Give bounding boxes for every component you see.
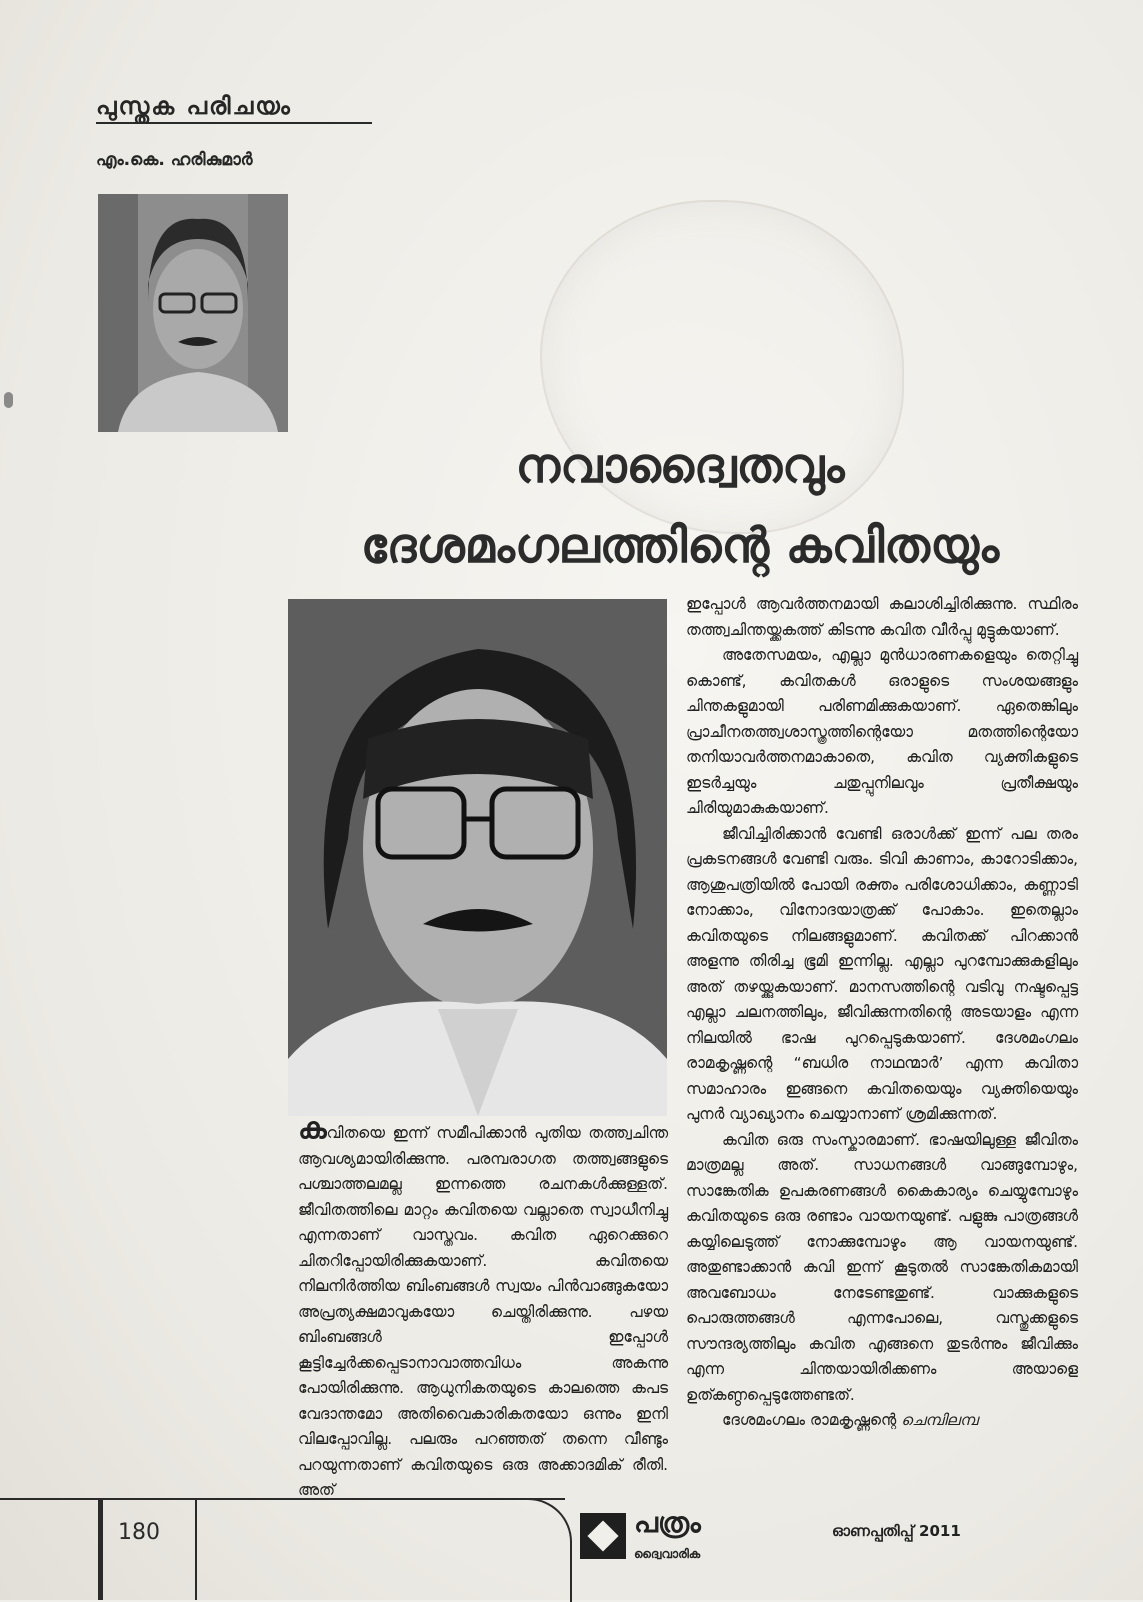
left-paragraph-1-text: വിതയെ ഇന്ന് സമീപിക്കാൻ പുതിയ തത്ത്വചിന്ത ആവശ്യമായിരിക്കുന്നു. പരമ്പരാഗത തത്ത്വങ്ങളുടെ പശ്ചാത്തലമല്ല ഇന്നത്തെ രചനകൾക്കുള്ളത്. ജീവിതത്തിലെ മാറ്റം കവിതയെ വല്ലാതെ സ്വാധീനിച്ചു എന്നതാണ് വാസ്തവം. കവിത ഏറെക്കുറെ ചിതറിപ്പോയിരിക്കുകയാണ്. കവിതയെ നിലനിർത്തിയ ബിംബങ്ങൾ സ്വയം പിൻവാങ്ങുകയോ അപ്രത്യക്ഷമാവുകയോ ചെയ്തിരിക്കുന്നു. പഴയ ബിംബങ്ങൾ ഇപ്പോൾ കൂട്ടിച്ചേർക്കപ്പെടാനാവാത്തവിധം അകന്നു പോയിരിക്കുന്നു. ആധുനികതയുടെ കാലത്തെ കപട വേദാന്തമോ അതിവൈകാരികതയോ ഒന്നും ഇനി വിലപ്പോവില്ല. പലരും പറഞ്ഞത് തന്നെ വീണ്ടും പറയുന്നതാണ് കവിതയുടെ ഒരു അക്കാദമിക് രീതി. അത്: [298, 1124, 668, 1499]
page-number: 180: [118, 1520, 160, 1545]
right-paragraph-3: ജീവിച്ചിരിക്കാൻ വേണ്ടി ഒരാൾക്ക് ഇന്ന് പല തരം പ്രകടനങ്ങൾ വേണ്ടി വരും. ടിവി കാണാം, കാറോടിക്കാം, ആശുപത്രിയിൽ പോയി രക്തം പരിശോധിക്കാം, കണ്ണാടി നോക്കാം, വിനോദയാത്രക്ക് പോകാം. ഇതെല്ലാം കവിതയുടെ നിലങ്ങളുമാണ്. കവിതക്ക് പിറക്കാൻ അളന്നു തിരിച്ച ഭൂമി ഇന്നില്ല. എല്ലാ പുറമ്പോക്കുകളിലും അത് തഴയ്ക്കുകയാണ്. മാനസത്തിന്റെ വടിവു നഷ്ടപ്പെട്ട എല്ലാ ചലനത്തിലും, ജീവിക്കുന്നതിന്റെ അടയാളം എന്ന നിലയിൽ ഭാഷ പുറപ്പെടുകയാണ്. ദേശമംഗലം രാമകൃഷ്ണന്റെ “ബധിര നാഥന്മാർ’ എന്ന കവിതാ സമാഹാരം ഇങ്ങനെ കവിതയെയും വ്യക്തിയെയും പുനർ വ്യാഖ്യാനം ചെയ്യാനാണ് ശ്രമിക്കുന്നത്.: [686, 824, 1078, 1123]
drop-cap: ക: [298, 1111, 327, 1146]
article-title-line-1: നവാദ്വൈതവും: [515, 438, 845, 494]
right-paragraph-5: [686, 1408, 1078, 1434]
section-label: പുസ്തക പരിചയം: [96, 92, 372, 124]
right-paragraph-1: ഇപ്പോൾ ആവർത്തനമായി കലാശിച്ചിരിക്കുന്നു. സ്ഥിരം തത്ത്വചിന്തയ്ക്കകത്ത് കിടന്നു കവിത വീർപ്പു മുട്ടുകയാണ്.: [686, 595, 1078, 639]
right-paragraph-4: കവിത ഒരു സംസ്കാരമാണ്. ഭാഷയിലുള്ള ജീവിതം മാത്രമല്ല അത്. സാധനങ്ങൾ വാങ്ങുമ്പോഴും, സാങ്കേതിക ഉപകരണങ്ങൾ കൈകാര്യം ചെയ്യുമ്പോഴും കവിതയുടെ ഒരു രണ്ടാം വായനയുണ്ട്. പളുങ്കു പാത്രങ്ങൾ കയ്യിലെടുത്ത് നോക്കുമ്പോഴും ആ വായനയുണ്ട്. അതുണ്ടാക്കാൻ കവി ഇന്ന് കൂടുതൽ സാങ്കേതികമായി അവബോധം നേടേണ്ടതുണ്ട്. വാക്കുകളുടെ പൊരുത്തങ്ങൾ എന്നപോലെ, വസ്തുക്കളുടെ സൗന്ദര്യത്തിലും കവിത എങ്ങനെ തുടർന്നും ജീവിക്കും എന്ന ചിന്തയായിരിക്കണം അയാളെ ഉത്കണ്ഠപ്പെടുത്തേണ്ടത്.: [686, 1130, 1078, 1404]
article-title-line-2: ദേശമംഗലത്തിന്റെ കവിതയും: [360, 518, 1000, 574]
publication-logo-icon: [580, 1513, 626, 1559]
issue-label: ഓണപ്പതിപ്പ് 2011: [832, 1522, 961, 1540]
right-column: [686, 592, 1078, 1434]
scan-mark: [4, 392, 13, 408]
left-paragraph-1: [298, 1111, 668, 1504]
publication-name: പത്രം: [634, 1506, 701, 1539]
author-photo: [98, 194, 288, 432]
poet-photo: [288, 599, 667, 1116]
right-paragraph-2: അതേസമയം, എല്ലാ മുൻധാരണകളെയും തെറ്റിച്ചു കൊണ്ട്, കവിതകൾ ഒരാളുടെ സംശയങ്ങളും ചിന്തകളുമായി പരിണമിക്കുകയാണ്. ഏതെങ്കിലും പ്രാചീനതത്ത്വശാസ്ത്രത്തിന്റെയോ മതത്തിന്റെയോ തനിയാവർത്തനമാകാതെ, കവിത വ്യക്തികളുടെ ഇടർച്ചയും ചതുപ്പുനിലവും പ്രതീക്ഷയും ചിരിയുമാകുകയാണ്.: [686, 646, 1078, 817]
footer-rule: [0, 1498, 565, 1500]
book-title-italic: ചെമ്പിലമ്പ: [901, 1411, 978, 1429]
right-paragraph-5-text: ദേശമംഗലം രാമകൃഷ്ണന്റെ: [722, 1411, 902, 1429]
page-number-box: [98, 1500, 197, 1600]
left-column: [298, 1111, 668, 1504]
author-name: എം.കെ. ഹരികുമാർ: [96, 150, 253, 170]
publication-frequency: ദ്വൈവാരിക: [634, 1547, 701, 1561]
